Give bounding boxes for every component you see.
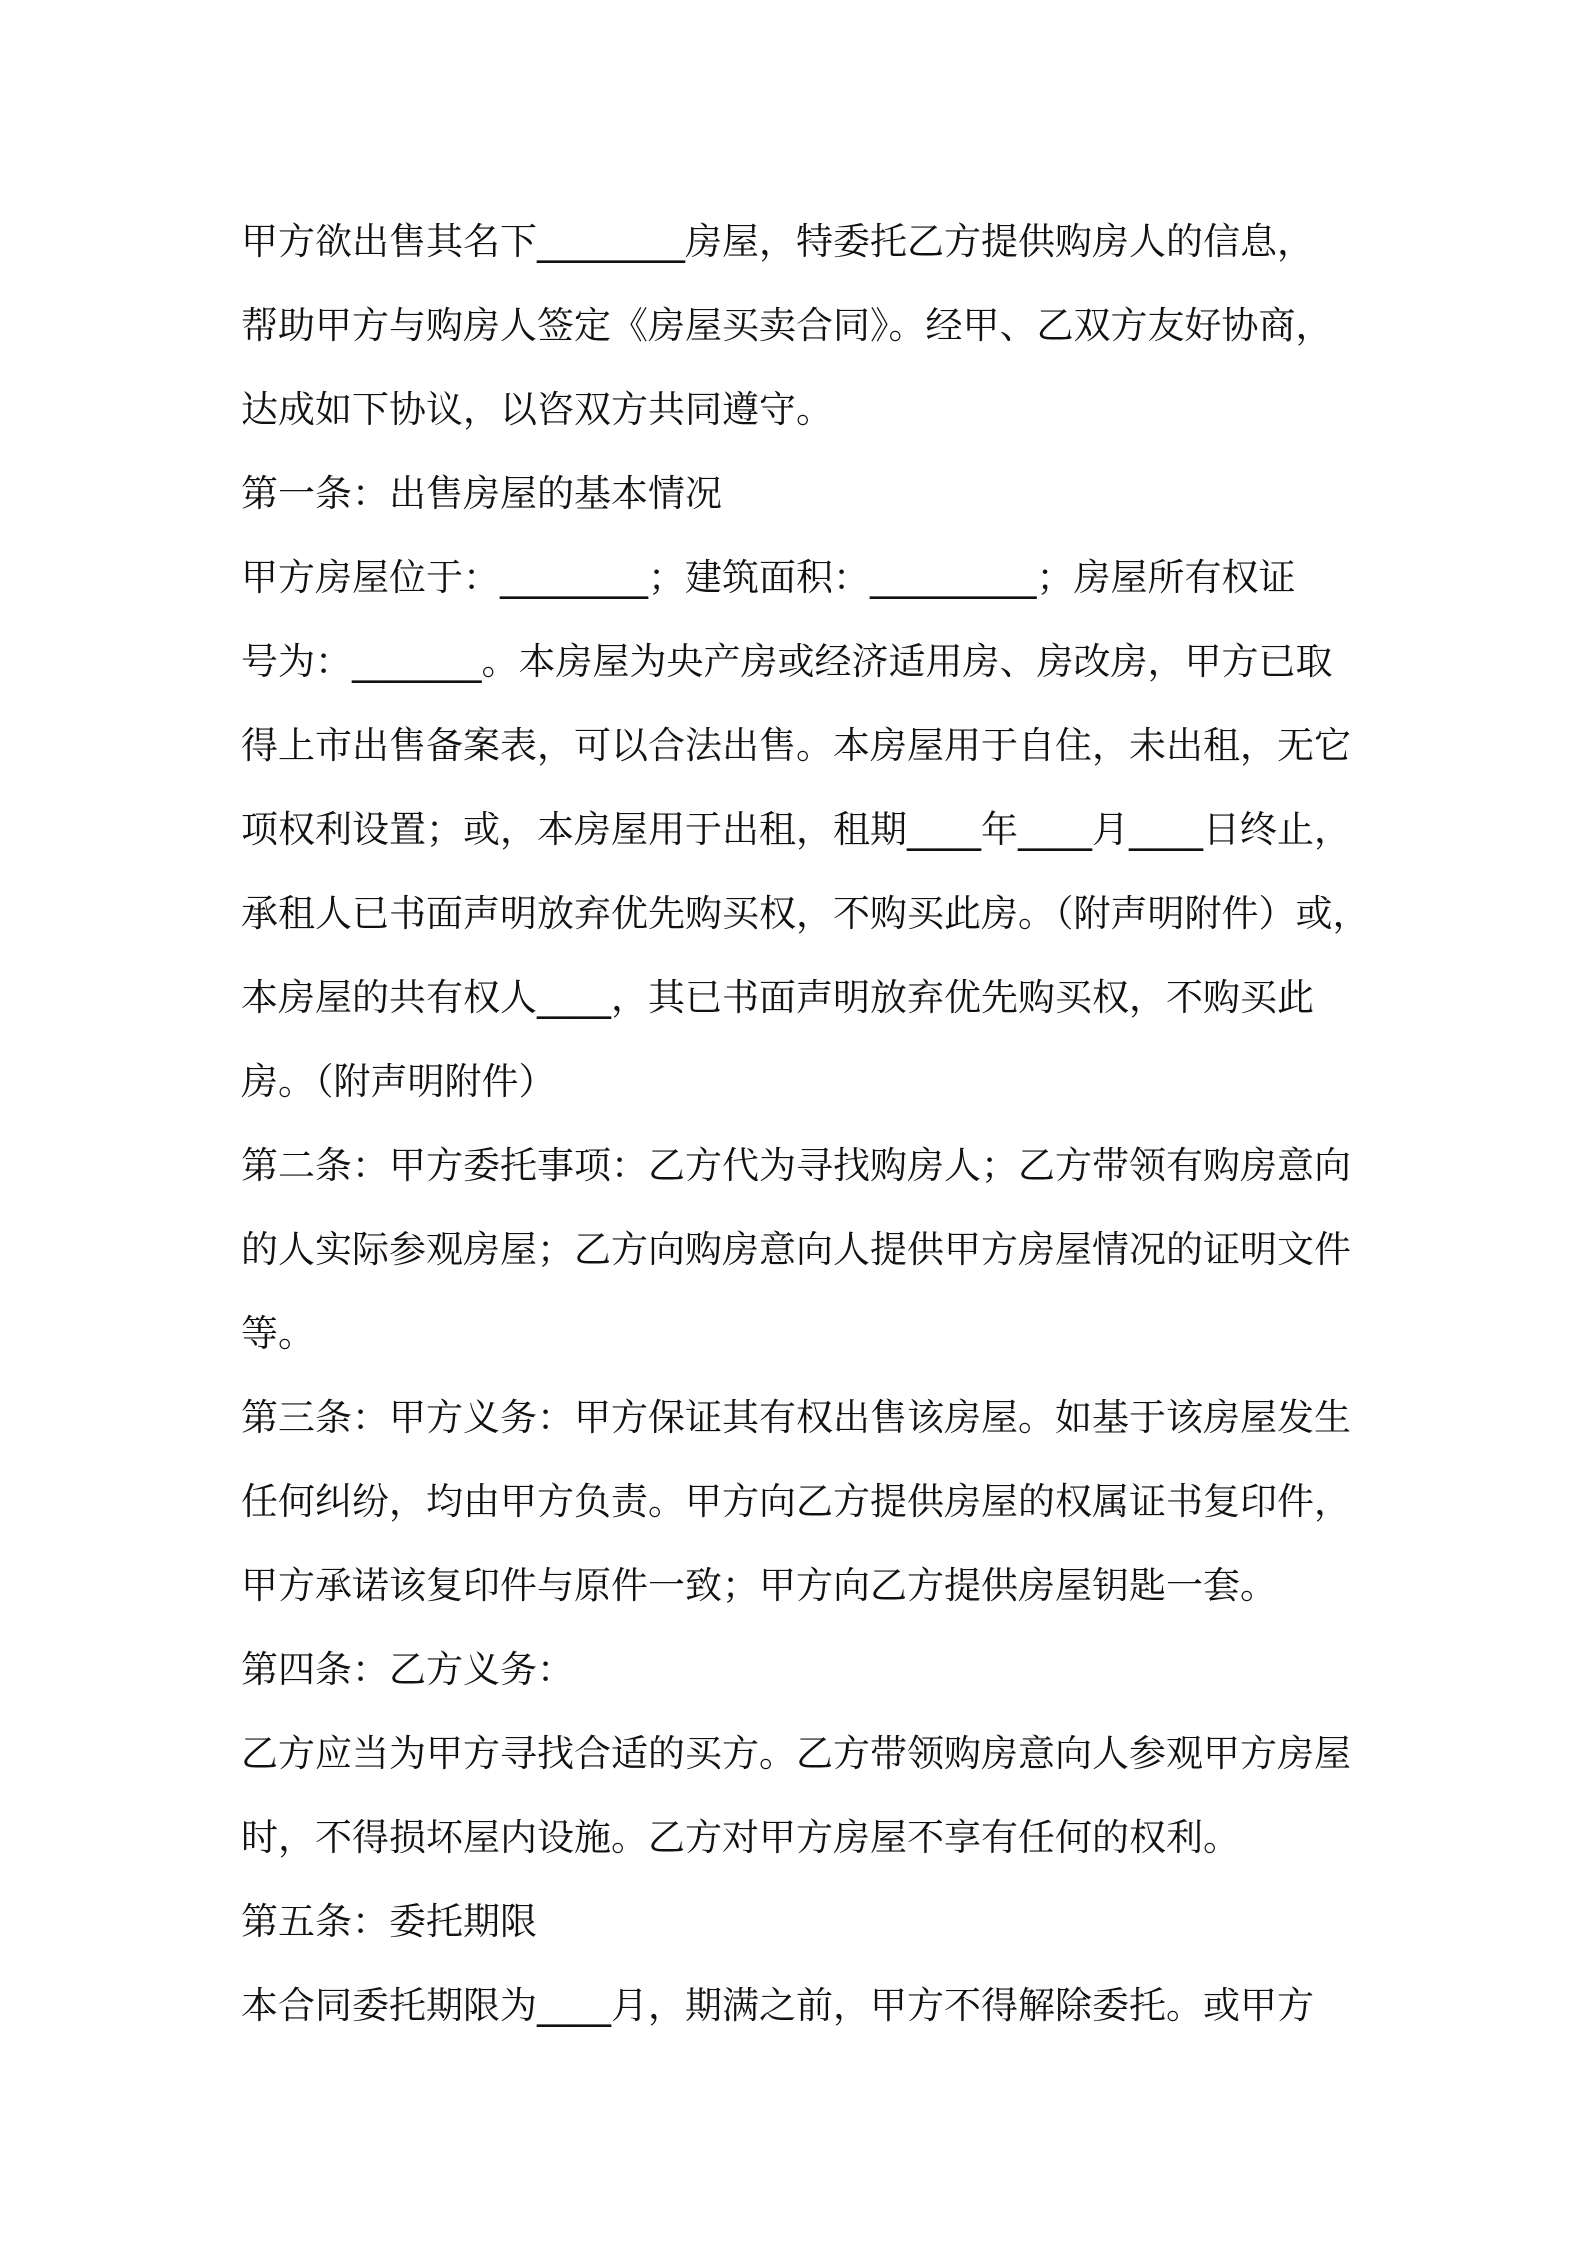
text-line: 等。	[241, 1312, 315, 1355]
text-line: 得上市出售备案表，可以合法出售。本房屋用于自住，未出租，无它	[241, 724, 1351, 767]
text-line: 本合同委托期限为____月，期满之前，甲方不得解除委托。或甲方	[241, 1984, 1314, 2027]
text-line: 甲方承诺该复印件与原件一致；甲方向乙方提供房屋钥匙一套。	[241, 1564, 1277, 1607]
text-line: 承租人已书面声明放弃优先购买权，不购买此房。（附声明附件）或，	[241, 892, 1370, 935]
section-heading: 第二条：甲方委托事项：乙方代为寻找购房人；乙方带领有购房意向	[241, 1144, 1351, 1187]
text-line: 项权利设置；或，本房屋用于出租，租期____年____月____日终止，	[241, 808, 1351, 851]
text-line: 任何纠纷，均由甲方负责。甲方向乙方提供房屋的权属证书复印件，	[241, 1480, 1351, 1523]
text-line: 达成如下协议，以咨双方共同遵守。	[241, 388, 833, 431]
text-line: 帮助甲方与购房人签定《房屋买卖合同》。经甲、乙双方友好协商，	[241, 304, 1333, 347]
text-line: 房。（附声明附件）	[241, 1060, 556, 1103]
section-heading: 第五条：委托期限	[241, 1900, 537, 1943]
text-line: 乙方应当为甲方寻找合适的买方。乙方带领购房意向人参观甲方房屋	[241, 1732, 1351, 1775]
text-line: 时，不得损坏屋内设施。乙方对甲方房屋不享有任何的权利。	[241, 1816, 1240, 1859]
text-line: 甲方房屋位于：________；建筑面积：_________；房屋所有权证	[241, 556, 1296, 599]
text-line: 甲方欲出售其名下________房屋，特委托乙方提供购房人的信息，	[241, 220, 1314, 263]
section-heading: 第一条：出售房屋的基本情况	[241, 472, 722, 515]
document-body	[241, 200, 1370, 2048]
text-line: 本房屋的共有权人____，其已书面声明放弃优先购买权，不购买此	[241, 976, 1314, 1019]
section-heading: 第三条：甲方义务：甲方保证其有权出售该房屋。如基于该房屋发生	[241, 1396, 1351, 1439]
text-line: 号为：_______。本房屋为央产房或经济适用房、房改房，甲方已取	[241, 640, 1333, 683]
text-line: 的人实际参观房屋；乙方向购房意向人提供甲方房屋情况的证明文件	[241, 1228, 1351, 1271]
section-heading: 第四条：乙方义务：	[241, 1648, 574, 1691]
